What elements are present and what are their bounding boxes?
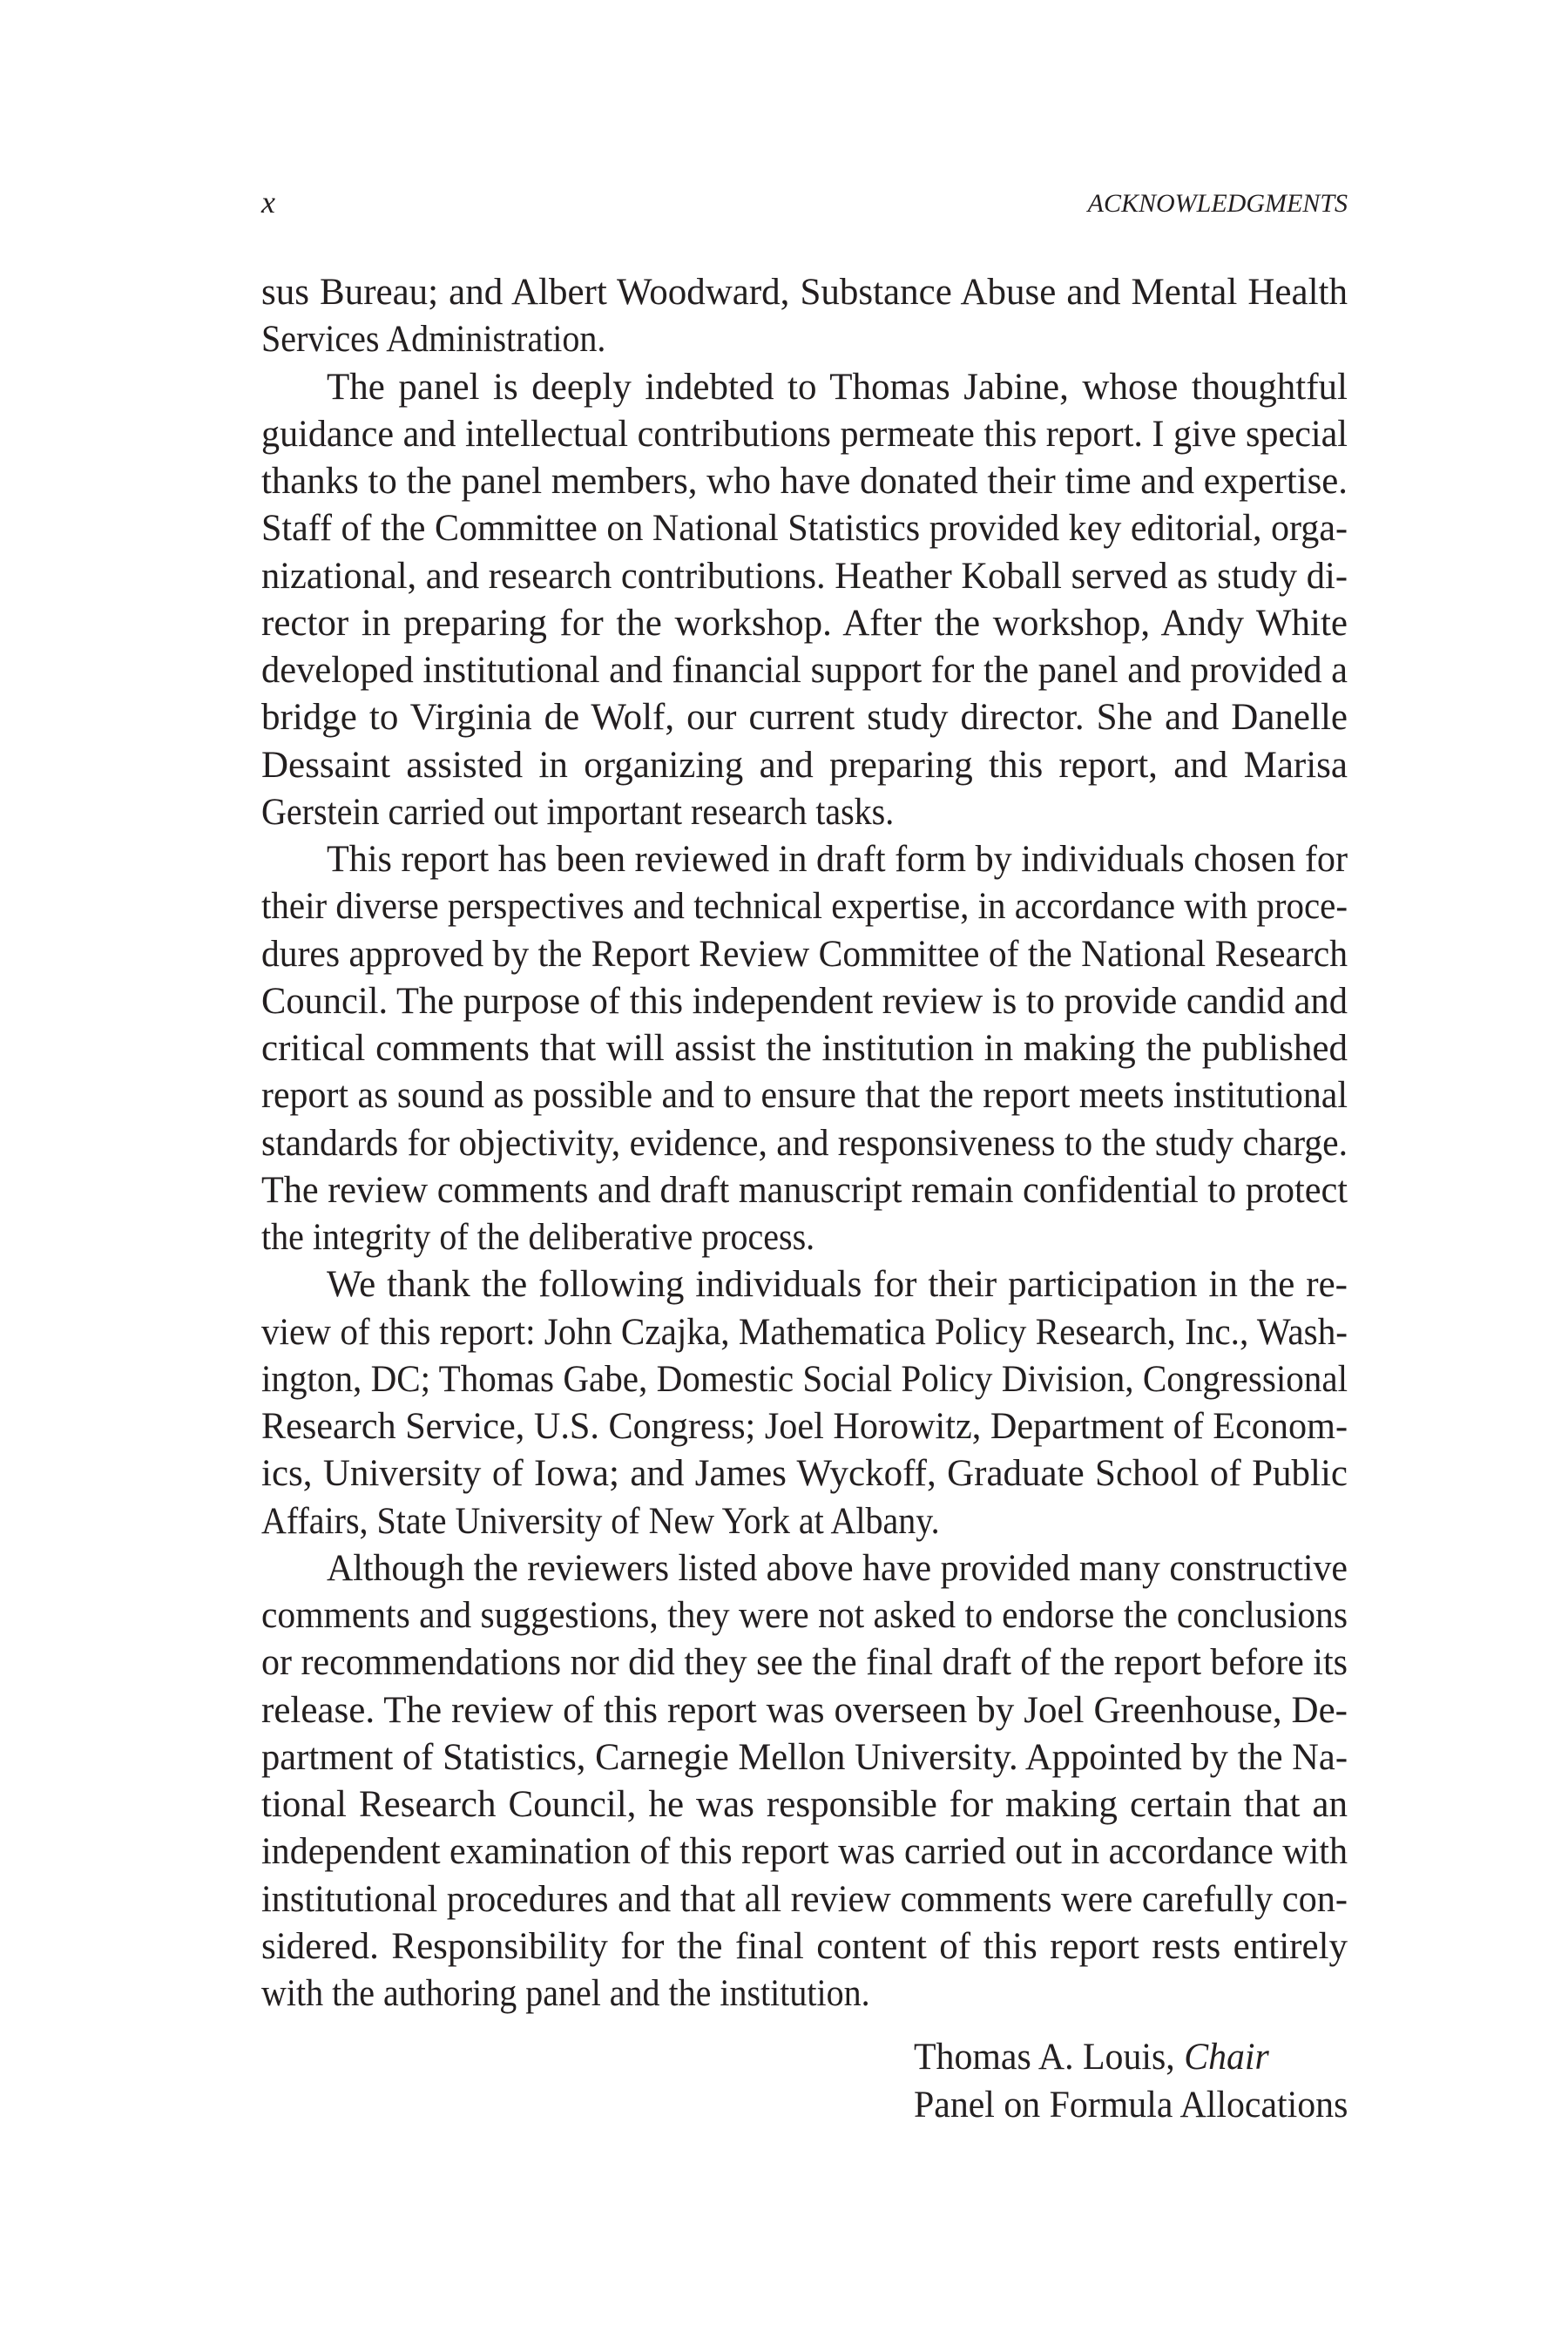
paragraph <box>261 836 1348 1261</box>
text-line: Dessaint assisted in organizing and preparing this report, and Marisa <box>261 744 1348 786</box>
text-line: guidance and intellectual contributions permeate this report. I give special <box>261 413 1348 455</box>
signature-block <box>914 2033 1349 2129</box>
page-number: x <box>261 185 275 220</box>
text-line: thanks to the panel members, who have donated their time and expertise. <box>261 461 1348 502</box>
text-line: partment of Statistics, Carnegie Mellon University. Appointed by the Na- <box>261 1736 1348 1778</box>
text-line: independent examination of this report was carried out in accordance with <box>261 1831 1348 1873</box>
text-line: Affairs, State University of New York at Albany. <box>261 1500 940 1542</box>
paragraph <box>261 269 1348 364</box>
text-line: bridge to Virginia de Wolf, our current study director. She and Danelle <box>261 697 1348 739</box>
text-line: Staff of the Committee on National Statistics provided key editorial, orga- <box>261 508 1348 550</box>
paragraph <box>261 364 1348 837</box>
text-line: We thank the following individuals for their participation in the re- <box>327 1264 1348 1306</box>
signatory-role: Chair <box>1184 2037 1269 2078</box>
text-line: dures approved by the Report Review Committee of the National Research <box>261 933 1348 975</box>
text-line: This report has been reviewed in draft form by individuals chosen for <box>327 839 1348 880</box>
text-line: Although the reviewers listed above have provided many constructive <box>327 1547 1348 1589</box>
text-line: critical comments that will assist the institution in making the published <box>261 1028 1348 1069</box>
text-line: comments and suggestions, they were not asked to endorse the conclusions <box>261 1595 1348 1636</box>
text-line: sidered. Responsibility for the final content of this report rests entirely <box>261 1925 1348 1967</box>
text-line: report as sound as possible and to ensure that the report meets institutional <box>261 1075 1348 1117</box>
text-line: ington, DC; Thomas Gabe, Domestic Social Policy Division, Congressional <box>261 1358 1348 1400</box>
text-line: release. The review of this report was overseen by Joel Greenhouse, De- <box>261 1689 1348 1731</box>
text-line: The panel is deeply indebted to Thomas Jabine, whose thoughtful <box>327 366 1348 408</box>
text-line: or recommendations nor did they see the final draft of the report before its <box>261 1642 1348 1684</box>
text-line: Council. The purpose of this independent review is to provide candid and <box>261 980 1348 1022</box>
text-line: view of this report: John Czajka, Mathematica Policy Research, Inc., Wash- <box>261 1311 1348 1353</box>
signatory-name: Thomas A. Louis, <box>914 2037 1175 2078</box>
text-line: institutional procedures and that all review comments were carefully con- <box>261 1878 1348 1920</box>
text-line: developed institutional and financial support for the panel and provided a <box>261 650 1348 691</box>
paragraph <box>261 1545 1348 2018</box>
text-line: the integrity of the deliberative process. <box>261 1217 815 1258</box>
section-title: ACKNOWLEDGMENTS <box>1087 189 1348 218</box>
text-line: rector in preparing for the workshop. After the workshop, Andy White <box>261 602 1348 644</box>
text-line: ics, University of Iowa; and James Wyckoff, Graduate School of Public <box>261 1453 1348 1495</box>
text-line: standards for objectivity, evidence, and responsiveness to the study charge. <box>261 1122 1348 1164</box>
signature-name-line <box>914 2033 1337 2081</box>
text-line: tional Research Council, he was responsible for making certain that an <box>261 1784 1348 1825</box>
text-line: nizational, and research contributions. Heather Koball served as study di- <box>261 555 1348 597</box>
body-text <box>261 269 1348 2017</box>
running-head <box>261 181 1348 223</box>
text-line: with the authoring panel and the institution. <box>261 1973 870 2014</box>
text-line: The review comments and draft manuscript remain confidential to protect <box>261 1169 1348 1211</box>
text-line: Services Administration. <box>261 319 606 361</box>
signatory-affiliation: Panel on Formula Allocations <box>914 2085 1348 2126</box>
text-line: Research Service, U.S. Congress; Joel Horowitz, Department of Econom- <box>261 1406 1348 1447</box>
text-line: Gerstein carried out important research tasks. <box>261 791 895 833</box>
paragraph <box>261 1261 1348 1545</box>
text-line: sus Bureau; and Albert Woodward, Substance Abuse and Mental Health <box>261 272 1348 313</box>
text-line: their diverse perspectives and technical expertise, in accordance with proce- <box>261 886 1348 928</box>
